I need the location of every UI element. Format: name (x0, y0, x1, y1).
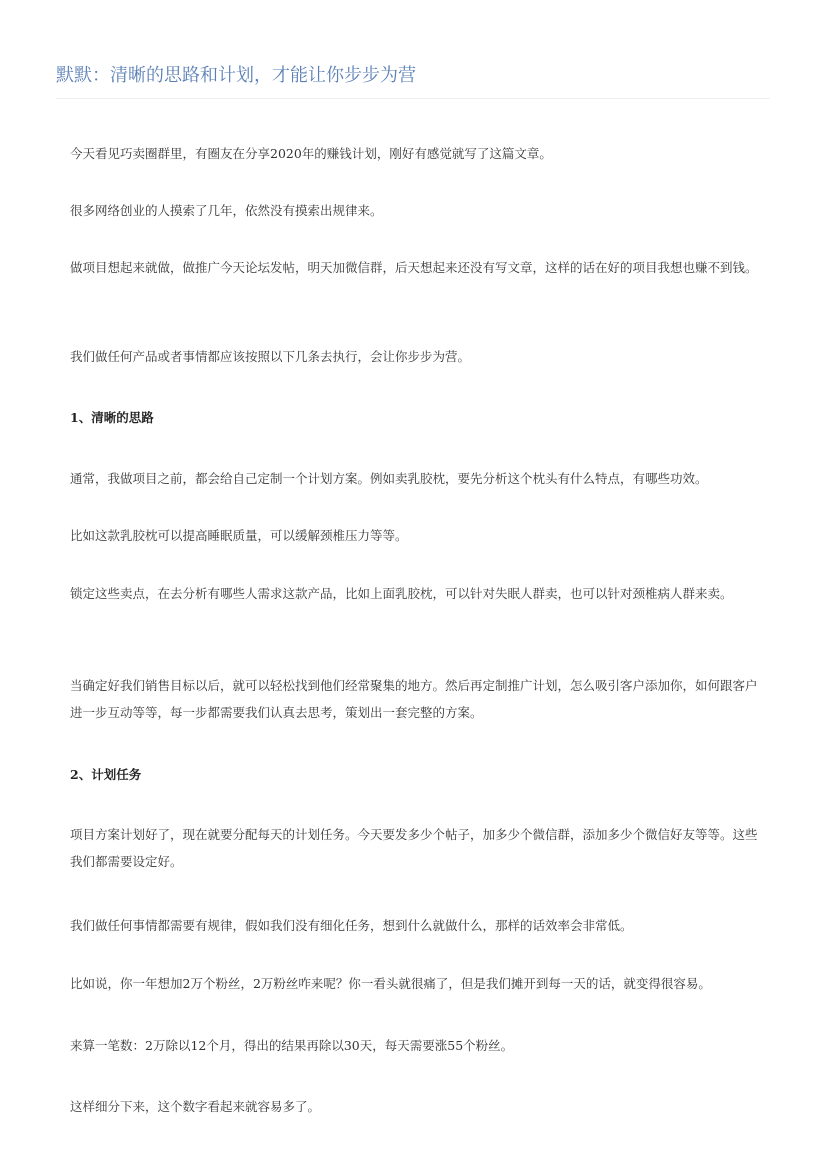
paragraph: 这样细分下来，这个数字看起来就容易多了。 (70, 1099, 321, 1114)
paragraph: 比如这款乳胶枕可以提高睡眠质量，可以缓解颈椎压力等等。 (70, 528, 408, 543)
paragraph: 我们做任何产品或者事情都应该按照以下几条去执行，会让你步步为营。 (70, 349, 471, 364)
paragraph: 锁定这些卖点，在去分析有哪些人需求这款产品，比如上面乳胶枕，可以针对失眠人群卖，也可以针对颈椎病人群来卖。 (70, 586, 733, 601)
paragraph: 我们做任何事情都需要有规律，假如我们没有细化任务，想到什么就做什么，那样的话效率会非常低。 (70, 918, 633, 933)
paragraph: 比如说，你一年想加2万个粉丝，2万粉丝咋来呢？你一看头就很痛了，但是我们摊开到每一天的话，就变得很容易。 (70, 976, 711, 991)
section-heading: 2、计划任务 (70, 767, 142, 782)
title-divider (56, 98, 770, 99)
paragraph: 项目方案计划好了，现在就要分配每天的计划任务。今天要发多少个帖子，加多少个微信群，添加多少个微信好友等等。这些我们都需要设定好。 (70, 827, 758, 869)
paragraph: 当确定好我们销售目标以后，就可以轻松找到他们经常聚集的地方。然后再定制推广计划，怎么吸引客户添加你，如何跟客户进一步互动等等，每一步都需要我们认真去思考，策划出一套完整的方案。 (70, 678, 758, 720)
paragraph: 通常，我做项目之前，都会给自己定制一个计划方案。例如卖乳胶枕，要先分析这个枕头有什么特点，有哪些功效。 (70, 471, 708, 486)
paragraph: 今天看见巧卖圈群里，有圈友在分享2020年的赚钱计划，刚好有感觉就写了这篇文章。 (70, 146, 552, 161)
article-title: 默默：清晰的思路和计划，才能让你步步为营 (56, 65, 416, 86)
paragraph: 很多网络创业的人摸索了几年，依然没有摸索出规律来。 (70, 203, 383, 218)
section-heading: 1、清晰的思路 (70, 410, 154, 425)
paragraph: 做项目想起来就做，做推广今天论坛发帖，明天加微信群，后天想起来还没有写文章，这样的话在好的项目我想也赚不到钱。 (70, 260, 758, 275)
paragraph: 来算一笔数：2万除以12个月，得出的结果再除以30天，每天需要涨55个粉丝。 (70, 1038, 514, 1053)
